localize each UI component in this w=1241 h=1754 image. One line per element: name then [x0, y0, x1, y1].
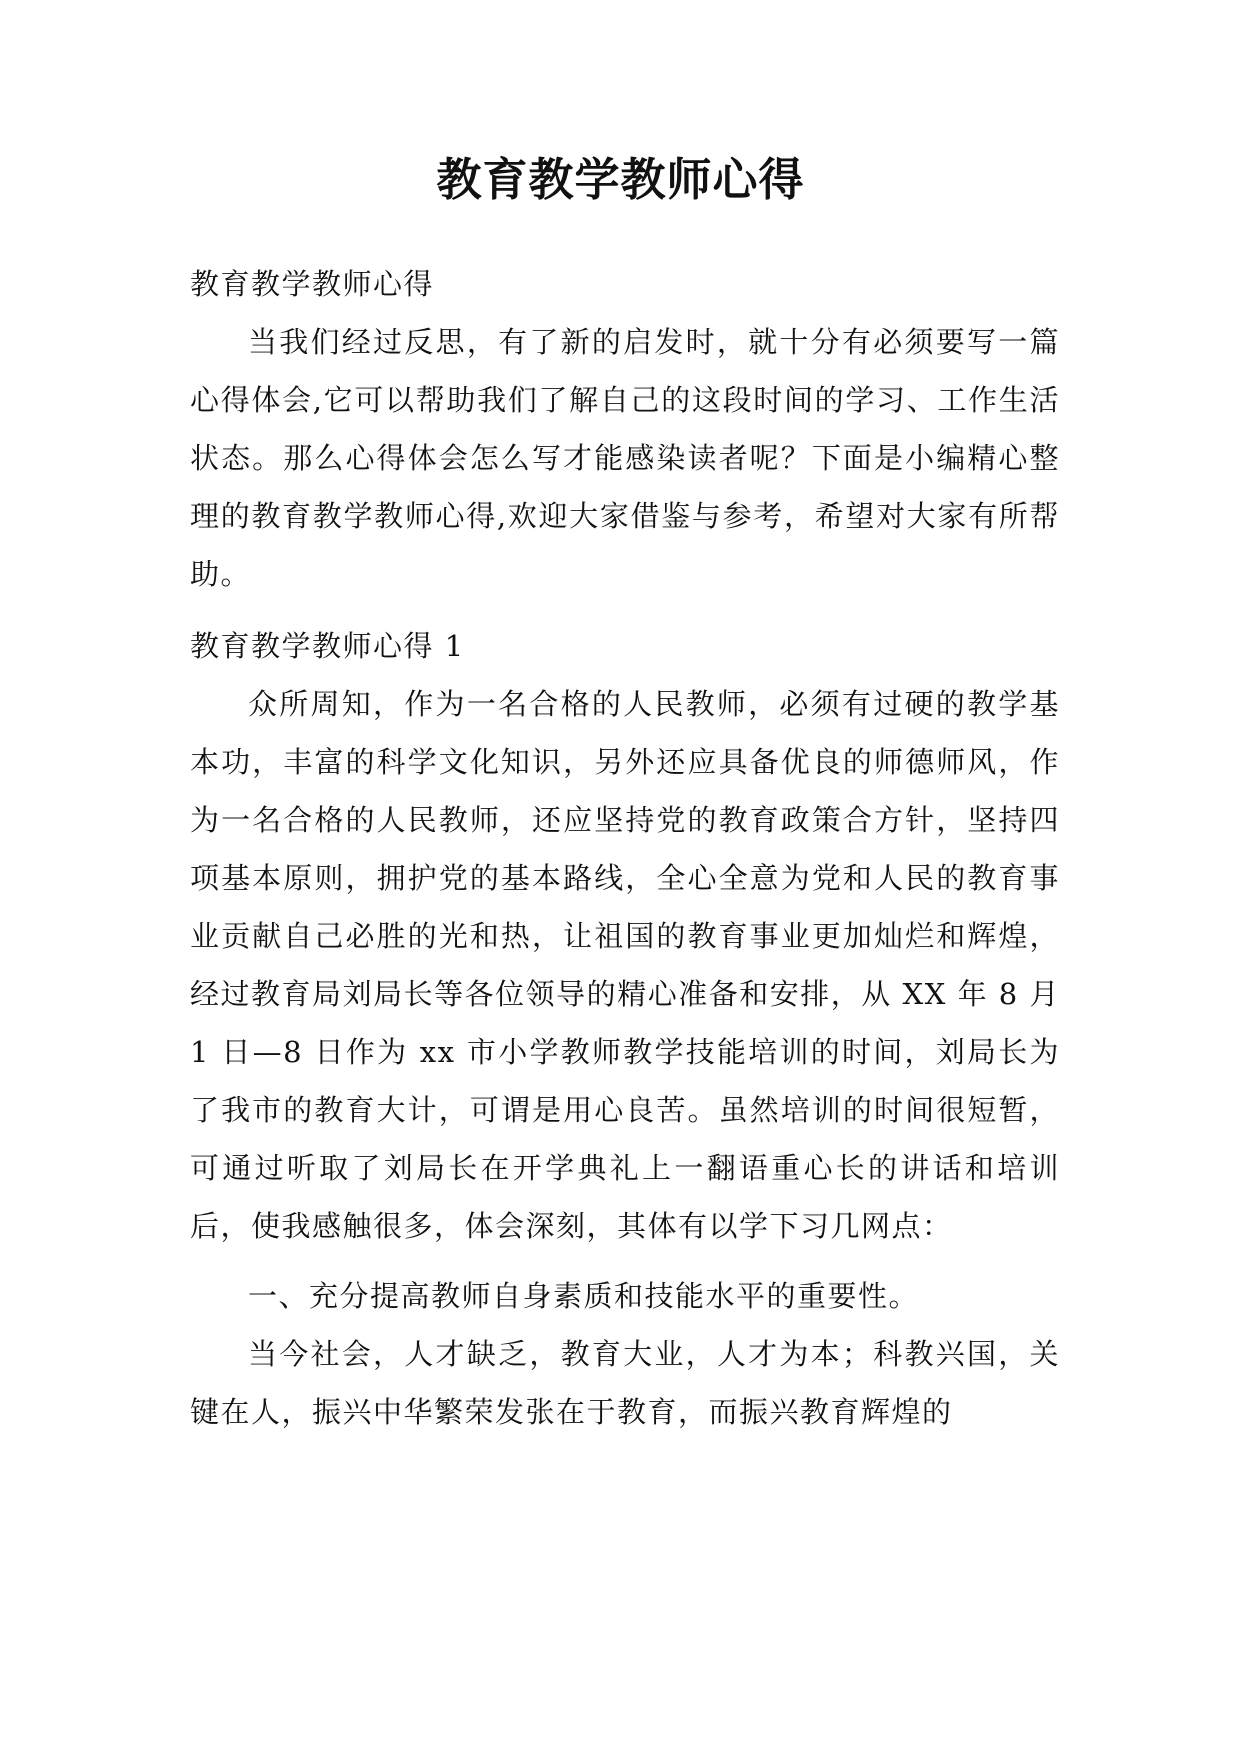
intro-paragraph: 当我们经过反思，有了新的启发时，就十分有必须要写一篇心得体会,它可以帮助我们了解自己的这段时间的学习、工作生活状态。那么心得体会怎么写才能感染读者呢？下面是小编精心整理的教育教学教师心得,欢迎大家借鉴与参考，希望对大家有所帮助。	[190, 325, 1060, 591]
intro-heading: 教育教学教师心得	[190, 267, 435, 301]
section1-point1: 一、充分提高教师自身素质和技能水平的重要性。	[248, 1279, 920, 1313]
section1-paragraph2: 当今社会，人才缺乏，教育大业，人才为本；科教兴国，关键在人，振兴中华繁荣发张在于教育，而振兴教育辉煌的	[190, 1337, 1060, 1429]
section1-paragraph1: 众所周知，作为一名合格的人民教师，必须有过硬的教学基本功，丰富的科学文化知识，另外还应具备优良的师德师风，作为一名合格的人民教师，还应坚持党的教育政策合方针，坚持四项基本原则，拥护党的基本路线，全心全意为党和人民的教育事业贡献自己必胜的光和热，让祖国的教育事业更加灿烂和辉煌，经过教育局刘局长等各位领导的精心准备和安排，从 XX 年 8 月 1 日—8 日作为 xx 市小学教师教学技能培训的时间，刘局长为了我市的教育大计，可谓是用心良苦。虽然培训的时间很短暂，可通过听取了刘局长在开学典礼上一翻语重心长的讲话和培训后，使我感触很多，体会深刻，其体有以学下习几网点：	[190, 687, 1060, 1243]
section1-heading: 教育教学教师心得 1	[190, 629, 465, 663]
document-title: 教育教学教师心得	[436, 153, 805, 206]
